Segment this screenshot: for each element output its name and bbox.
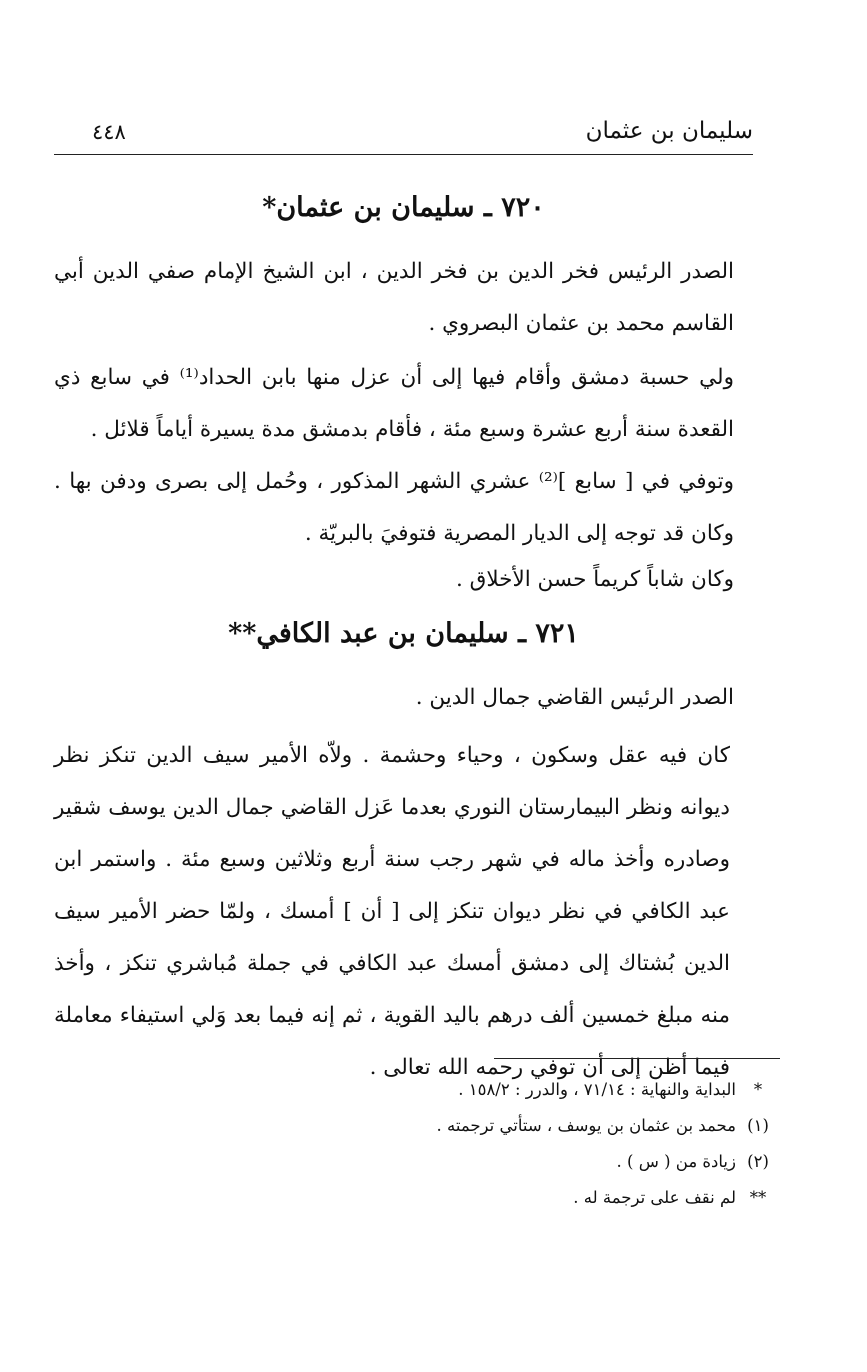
footnote — [200, 1108, 780, 1144]
page-number: ٤٤٨ — [92, 120, 126, 144]
footnote-mark: (١) — [747, 1116, 769, 1135]
footnote-divider — [494, 1058, 780, 1059]
footnote-mark: ** — [749, 1188, 767, 1207]
entry-720-paragraph-3: وتوفي في [ سابع ]⁽²⁾ عشري الشهر المذكور ، وحُمل إلى بصرى ودفن بها . وكان قد توجه إلى الديار المصرية فتوفيَ بالبريّة . — [54, 469, 735, 546]
footnote — [200, 1072, 780, 1108]
entry-720-paragraph-2: ولي حسبة دمشق وأقام فيها إلى أن عزل منها بابن الحداد⁽¹⁾ في سابع ذي القعدة سنة أربع عشرة وسبع مئة ، فأقام بدمشق مدة يسيرة أياماً قلائل . — [54, 365, 734, 442]
footnote-text: لم نقف على ترجمة له . — [573, 1188, 736, 1207]
footnote — [200, 1144, 780, 1180]
footnotes — [200, 1072, 780, 1216]
footnote-text: زيادة من ( س ) . — [616, 1152, 736, 1171]
footnote-mark: * — [753, 1080, 763, 1099]
entry-title-720: ٧٢٠ ـ سليمان بن عثمان* — [262, 192, 545, 223]
header-divider — [54, 154, 753, 155]
footnote-mark: (٢) — [747, 1152, 769, 1171]
footnote — [200, 1180, 780, 1216]
entry-721-paragraph-2: كان فيه عقل وسكون ، وحياء وحشمة . ولاّه الأمير سيف الدين تنكز نظر ديوانه ونظر البيمارستان النوري بعدما عَزل القاضي جمال الدين يوسف شقير وصادره وأخذ ماله في شهر رجب سنة أربع وثلاثين وسبع مئة . واستمر ابن عبد الكافي في نظر ديوان تنكز إلى [ أن ] أمسك ، ولمّا حضر الأمير سيف الدين بُشتاك إلى دمشق أمسك عبد الكافي في جملة مُباشري تنكز ، وأخذ منه مبلغ خمسين ألف درهم باليد القوية ، ثم إنه فيما بعد وَلي استيفاء معاملة فيما أظن إلى أن توفي رحمه الله تعالى . — [54, 743, 730, 1080]
entry-title-721: ٧٢١ ـ سليمان بن عبد الكافي** — [228, 618, 579, 649]
page-header — [54, 118, 753, 154]
entry-721-paragraph-1: الصدر الرئيس القاضي جمال الدين . — [415, 685, 734, 710]
entry-720-paragraph-4: وكان شاباً كريماً حسن الأخلاق . — [456, 567, 734, 592]
entry-720-paragraph-1: الصدر الرئيس فخر الدين بن فخر الدين ، ابن الشيخ الإمام صفي الدين أبي القاسم محمد بن عثمان البصروي . — [54, 259, 734, 336]
footnote-text: البداية والنهاية : ٧١/١٤ ، والدرر : ١٥٨/٢ . — [458, 1080, 736, 1099]
running-title: سليمان بن عثمان — [585, 118, 753, 144]
footnote-text: محمد بن عثمان بن يوسف ، ستأتي ترجمته . — [436, 1116, 736, 1135]
